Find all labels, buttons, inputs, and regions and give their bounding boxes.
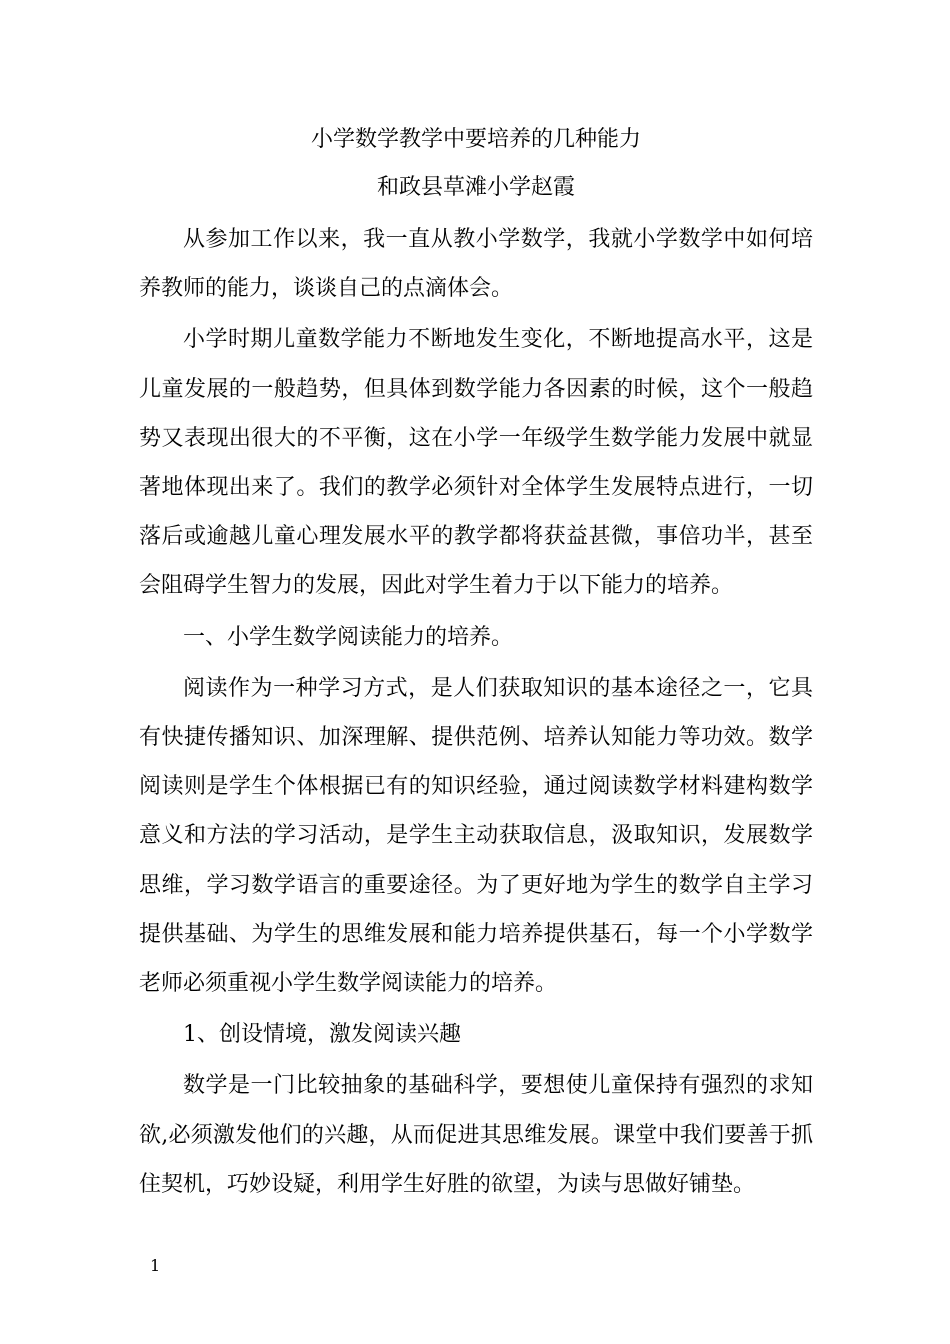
- page-number: 1: [150, 1256, 161, 1275]
- document-title: 小学数学教学中要培养的几种能力: [310, 127, 641, 152]
- subsection-heading-interest: 1、创设情境，激发阅读兴趣: [183, 1022, 461, 1048]
- paragraph-development: 小学时期儿童数学能力不断地发生变化，不断地提高水平，这是儿童发展的一般趋势，但具体到数学能力各因素的时候，这个一般趋势又表现出很大的不平衡，这在小学一年级学生数学能力发展中就显著地体现出来了。我们的教学必须针对全体学生发展特点进行，一切落后或逾越儿童心理发展水平的教学都将获益甚微，事倍功半，甚至会阻碍学生智力的发展，因此对学生着力于以下能力的培养。: [139, 327, 813, 599]
- section-heading-reading: 一、小学生数学阅读能力的培养。: [183, 624, 514, 650]
- paragraph-reading: 阅读作为一种学习方式，是人们获取知识的基本途径之一，它具有快捷传播知识、加深理解、提供范例、培养认知能力等功效。数学阅读则是学生个体根据已有的知识经验，通过阅读数学材料建构数学意义和方法的学习活动，是学生主动获取信息，汲取知识，发展数学思维，学习数学语言的重要途径。为了更好地为学生的数学自主学习提供基础、为学生的思维发展和能力培养提供基石，每一个小学数学老师必须重视小学生数学阅读能力的培养。: [139, 675, 813, 997]
- document-body: [139, 120, 813, 1211]
- paragraph-intro: 从参加工作以来，我一直从教小学数学，我就小学数学中如何培养教师的能力，谈谈自己的点滴体会。: [139, 227, 813, 302]
- paragraph-interest: 数学是一门比较抽象的基础科学，要想使儿童保持有强烈的求知欲,必须激发他们的兴趣，从而促进其思维发展。课堂中我们要善于抓住契机，巧妙设疑，利用学生好胜的欲望，为读与思做好铺垫。: [139, 1073, 813, 1197]
- author-line: 和政县草滩小学赵霞: [376, 175, 575, 200]
